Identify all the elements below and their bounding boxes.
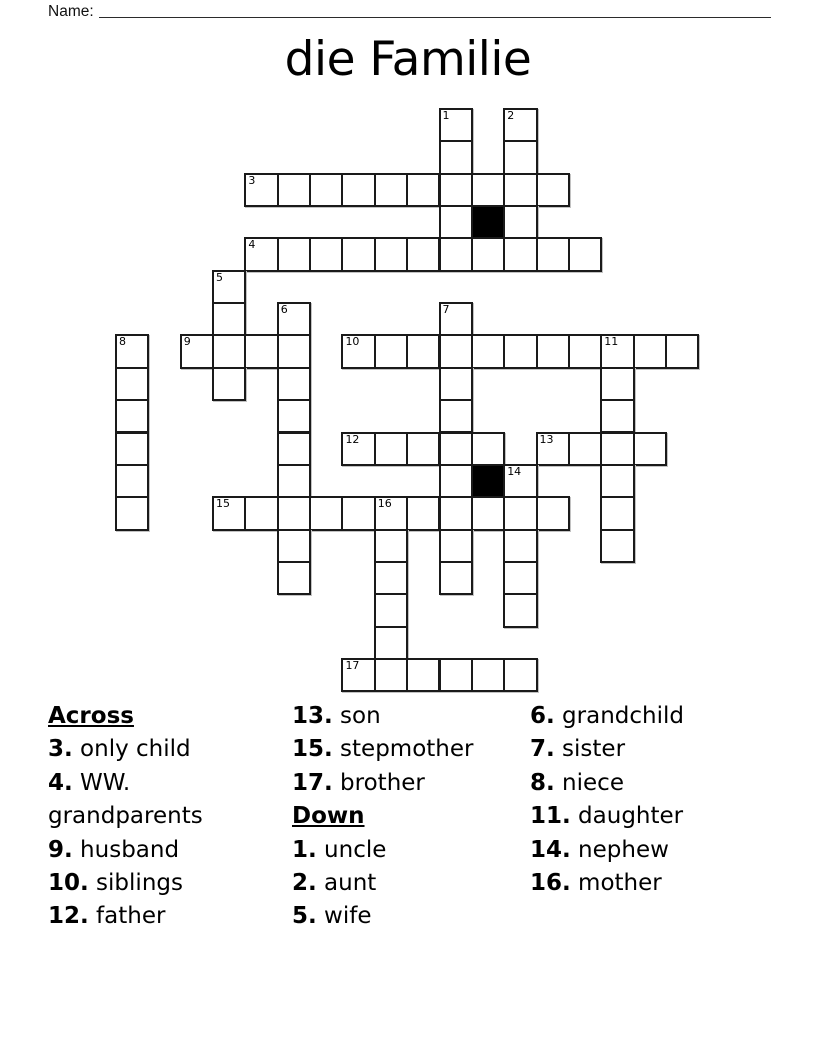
- grid-cell-r10c14[interactable]: [568, 432, 602, 466]
- clue-16-number: 16.: [530, 870, 571, 897]
- grid-cell-r10c9[interactable]: [406, 432, 440, 466]
- clue-12: [48, 900, 278, 933]
- clue-10: [48, 867, 278, 900]
- clue-4: [48, 767, 278, 834]
- grid-cell-r14c12[interactable]: [503, 561, 537, 595]
- grid-cell-r3c12[interactable]: [503, 205, 537, 239]
- grid-cell-r2c12[interactable]: [503, 173, 537, 207]
- clue-number-9: 9: [183, 335, 191, 349]
- grid-cell-num-16[interactable]: [374, 496, 408, 530]
- clue-number-3: 3: [248, 173, 256, 187]
- clue-number-10: 10: [345, 335, 360, 349]
- grid-cell-r12c7[interactable]: [341, 496, 375, 530]
- clue-6-number: 6.: [530, 703, 555, 729]
- clue-number-16: 16: [377, 497, 392, 511]
- clue-17-text: brother: [332, 769, 425, 796]
- grid-cell-r17c10[interactable]: [439, 658, 473, 692]
- grid-cell-r14c5[interactable]: [277, 561, 311, 595]
- clue-3-number: 3.: [48, 736, 73, 763]
- grid-cell-r13c10[interactable]: [439, 529, 473, 563]
- clue-number-12: 12: [345, 432, 360, 446]
- grid-cell-r15c12[interactable]: [503, 593, 537, 627]
- grid-cell-r7c5[interactable]: [277, 334, 311, 368]
- grid-cell-r17c8[interactable]: [374, 658, 408, 692]
- grid-cell-num-7[interactable]: [439, 302, 473, 336]
- grid-cell-r8c10[interactable]: [439, 367, 473, 401]
- clue-13-text: son: [332, 703, 381, 729]
- clue-4-text: WW. grandparents: [48, 769, 203, 830]
- grid-cell-r7c13[interactable]: [536, 334, 570, 368]
- clue-13-number: 13.: [292, 703, 333, 729]
- clue-8-number: 8.: [530, 769, 555, 796]
- grid-cell-r1c10[interactable]: [439, 140, 473, 174]
- grid-cell-r12c5[interactable]: [277, 496, 311, 530]
- clue-9-text: husband: [72, 836, 180, 863]
- grid-cell-r13c12[interactable]: [503, 529, 537, 563]
- grid-cell-r2c7[interactable]: [341, 173, 375, 207]
- grid-cell-r10c5[interactable]: [277, 432, 311, 466]
- clue-7: [530, 733, 788, 766]
- clue-15-number: 15.: [292, 736, 333, 763]
- black-cell: [471, 464, 505, 498]
- grid-cell-r11c10[interactable]: [439, 464, 473, 498]
- clue-10-number: 10.: [48, 870, 89, 897]
- grid-cell-r15c8[interactable]: [374, 593, 408, 627]
- clue-heading-down: Down: [292, 803, 365, 830]
- clue-11: [530, 800, 788, 833]
- grid-cell-r4c9[interactable]: [406, 237, 440, 271]
- grid-cell-r17c11[interactable]: [471, 658, 505, 692]
- grid-cell-r12c0[interactable]: [115, 496, 149, 530]
- clue-15-text: stepmother: [332, 736, 474, 763]
- clue-number-11: 11: [604, 335, 619, 349]
- grid-cell-num-17[interactable]: [341, 658, 375, 692]
- clue-number-8: 8: [119, 335, 126, 349]
- grid-cell-r4c7[interactable]: [341, 237, 375, 271]
- grid-cell-r9c10[interactable]: [439, 399, 473, 433]
- grid-cell-r4c10[interactable]: [439, 237, 473, 271]
- clue-column-3: [530, 700, 788, 900]
- clue-17: [292, 767, 520, 800]
- grid-cell-r7c10[interactable]: [439, 334, 473, 368]
- clue-number-5: 5: [216, 270, 224, 284]
- page-title: die Familie: [284, 32, 532, 87]
- clue-column-1: [48, 700, 278, 934]
- clue-2-number: 2.: [292, 870, 317, 897]
- grid-cell-num-9[interactable]: [180, 334, 214, 368]
- grid-cell-r2c8[interactable]: [374, 173, 408, 207]
- grid-cell-r10c15[interactable]: [600, 432, 634, 466]
- clue-5-text: wife: [316, 903, 372, 930]
- grid-cell-r16c8[interactable]: [374, 626, 408, 660]
- clue-number-6: 6: [280, 303, 288, 317]
- grid-cell-r7c17[interactable]: [665, 334, 699, 368]
- clue-number-17: 17: [345, 658, 360, 672]
- clue-12-number: 12.: [48, 903, 89, 930]
- clue-14-text: nephew: [570, 836, 669, 863]
- clue-3-text: only child: [72, 736, 191, 763]
- grid-cell-r7c16[interactable]: [633, 334, 667, 368]
- grid-cell-num-14[interactable]: [503, 464, 537, 498]
- clue-9-number: 9.: [48, 836, 73, 863]
- grid-cell-num-6[interactable]: [277, 302, 311, 336]
- grid-cell-num-1[interactable]: [439, 108, 473, 142]
- grid-cell-r10c10[interactable]: [439, 432, 473, 466]
- grid-cell-r2c11[interactable]: [471, 173, 505, 207]
- grid-cell-num-4[interactable]: [244, 237, 278, 271]
- grid-cell-num-10[interactable]: [341, 334, 375, 368]
- grid-cell-num-11[interactable]: [600, 334, 634, 368]
- clue-14: [530, 834, 788, 867]
- clue-number-15: 15: [216, 497, 231, 511]
- clue-3: [48, 733, 278, 766]
- grid-cell-r12c6[interactable]: [309, 496, 343, 530]
- grid-cell-r12c13[interactable]: [536, 496, 570, 530]
- clue-7-text: sister: [554, 736, 626, 763]
- clue-17-number: 17.: [292, 769, 333, 796]
- clue-number-13: 13: [539, 432, 554, 446]
- clue-1-number: 1.: [292, 836, 317, 863]
- clue-8-text: niece: [554, 769, 624, 796]
- grid-cell-r12c10[interactable]: [439, 496, 473, 530]
- clue-number-7: 7: [442, 303, 450, 317]
- grid-cell-r3c10[interactable]: [439, 205, 473, 239]
- grid-cell-r8c3[interactable]: [212, 367, 246, 401]
- grid-cell-r4c13[interactable]: [536, 237, 570, 271]
- grid-cell-r14c10[interactable]: [439, 561, 473, 595]
- grid-cell-r8c0[interactable]: [115, 367, 149, 401]
- clue-6-text: grandchild: [554, 703, 684, 729]
- grid-cell-r9c15[interactable]: [600, 399, 634, 433]
- grid-cell-r11c15[interactable]: [600, 464, 634, 498]
- black-cell: [471, 205, 505, 239]
- clue-5: [292, 900, 520, 933]
- grid-cell-r7c14[interactable]: [568, 334, 602, 368]
- grid-cell-r2c10[interactable]: [439, 173, 473, 207]
- grid-cell-r7c3[interactable]: [212, 334, 246, 368]
- grid-cell-num-3[interactable]: [244, 173, 278, 207]
- clue-11-number: 11.: [530, 803, 571, 830]
- grid-cell-r7c11[interactable]: [471, 334, 505, 368]
- grid-cell-r2c6[interactable]: [309, 173, 343, 207]
- grid-cell-num-15[interactable]: [212, 496, 246, 530]
- grid-cell-r12c15[interactable]: [600, 496, 634, 530]
- grid-cell-r9c5[interactable]: [277, 399, 311, 433]
- grid-cell-r4c14[interactable]: [568, 237, 602, 271]
- clue-14-number: 14.: [530, 836, 571, 863]
- grid-cell-r8c15[interactable]: [600, 367, 634, 401]
- grid-cell-r7c4[interactable]: [244, 334, 278, 368]
- grid-cell-num-13[interactable]: [536, 432, 570, 466]
- grid-cell-r7c9[interactable]: [406, 334, 440, 368]
- grid-cell-r7c12[interactable]: [503, 334, 537, 368]
- clue-2-text: aunt: [316, 870, 377, 897]
- clue-heading-across: Across: [48, 703, 134, 729]
- clue-1-text: uncle: [316, 836, 387, 863]
- clue-8: [530, 767, 788, 800]
- grid-cell-r13c5[interactable]: [277, 529, 311, 563]
- grid-cell-r7c8[interactable]: [374, 334, 408, 368]
- clue-1: [292, 834, 520, 867]
- grid-cell-r12c9[interactable]: [406, 496, 440, 530]
- grid-cell-r4c5[interactable]: [277, 237, 311, 271]
- grid-cell-r12c12[interactable]: [503, 496, 537, 530]
- grid-cell-r10c11[interactable]: [471, 432, 505, 466]
- clue-13: [292, 700, 520, 733]
- clue-6: [530, 700, 788, 733]
- grid-cell-r10c16[interactable]: [633, 432, 667, 466]
- grid-cell-r2c9[interactable]: [406, 173, 440, 207]
- clue-5-number: 5.: [292, 903, 317, 930]
- grid-cell-r1c12[interactable]: [503, 140, 537, 174]
- grid-cell-r2c13[interactable]: [536, 173, 570, 207]
- grid-cell-r13c15[interactable]: [600, 529, 634, 563]
- clue-number-1: 1: [442, 109, 450, 122]
- grid-cell-r2c5[interactable]: [277, 173, 311, 207]
- grid-cell-r10c0[interactable]: [115, 432, 149, 466]
- grid-cell-r13c8[interactable]: [374, 529, 408, 563]
- grid-cell-r10c8[interactable]: [374, 432, 408, 466]
- clue-10-text: siblings: [88, 870, 183, 897]
- grid-cell-r9c0[interactable]: [115, 399, 149, 433]
- clue-11-text: daughter: [570, 803, 684, 830]
- grid-cell-r12c4[interactable]: [244, 496, 278, 530]
- clue-7-number: 7.: [530, 736, 555, 763]
- grid-cell-num-12[interactable]: [341, 432, 375, 466]
- grid-cell-r6c3[interactable]: [212, 302, 246, 336]
- grid-cell-r4c6[interactable]: [309, 237, 343, 271]
- grid-cell-num-8[interactable]: [115, 334, 149, 368]
- clue-2: [292, 867, 520, 900]
- grid-cell-r17c9[interactable]: [406, 658, 440, 692]
- name-label: Name:: [48, 3, 94, 20]
- clue-column-2: [292, 700, 520, 934]
- grid-cell-r14c8[interactable]: [374, 561, 408, 595]
- grid-cell-num-2[interactable]: [503, 108, 537, 142]
- grid-cell-r11c0[interactable]: [115, 464, 149, 498]
- grid-cell-num-5[interactable]: [212, 270, 246, 304]
- grid-cell-r4c12[interactable]: [503, 237, 537, 271]
- clue-number-14: 14: [507, 464, 522, 478]
- grid-cell-r4c11[interactable]: [471, 237, 505, 271]
- clue-12-text: father: [88, 903, 166, 930]
- clue-number-2: 2: [507, 109, 515, 122]
- clue-16: [530, 867, 788, 900]
- grid-cell-r4c8[interactable]: [374, 237, 408, 271]
- clue-number-4: 4: [248, 238, 256, 252]
- clue-15: [292, 733, 520, 766]
- grid-cell-r12c11[interactable]: [471, 496, 505, 530]
- grid-cell-r8c5[interactable]: [277, 367, 311, 401]
- grid-cell-r11c5[interactable]: [277, 464, 311, 498]
- clue-4-number: 4.: [48, 769, 73, 796]
- grid-cell-r17c12[interactable]: [503, 658, 537, 692]
- clue-16-text: mother: [570, 870, 662, 897]
- clue-9: [48, 834, 278, 867]
